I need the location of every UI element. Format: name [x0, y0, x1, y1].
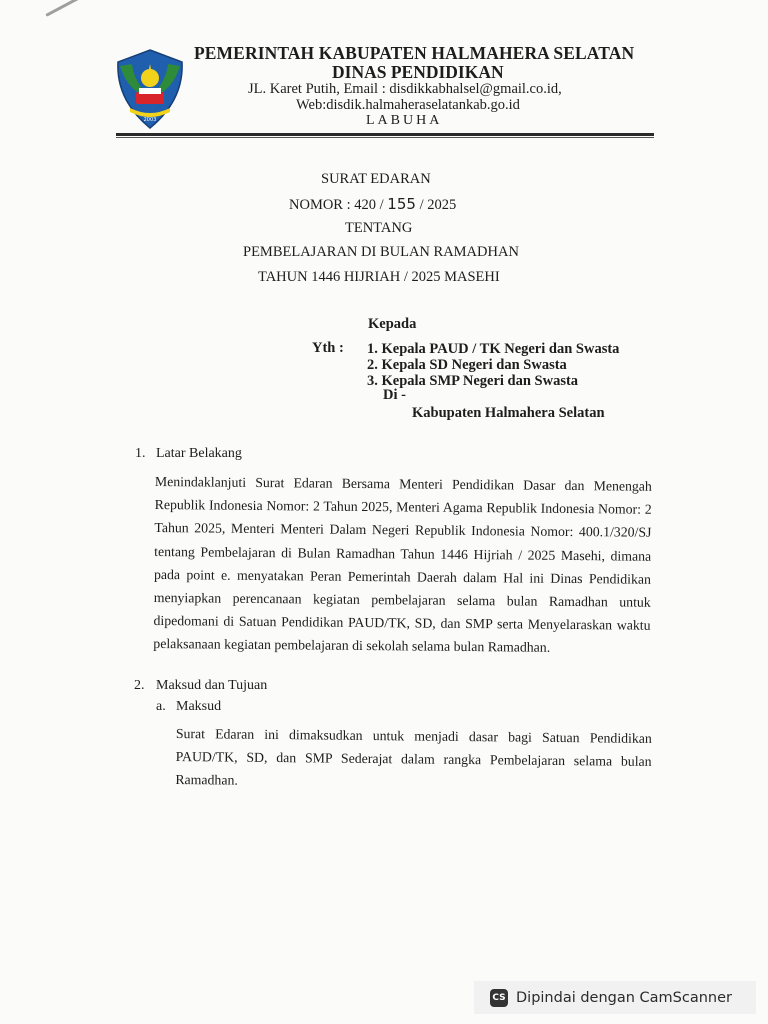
number-handwritten: 155 — [387, 195, 416, 213]
section-2-number: 2. — [134, 678, 145, 693]
recipient-item: 1. Kepala PAUD / TK Negeri dan Swasta — [367, 341, 620, 357]
logo-year: 2003 — [143, 117, 157, 123]
document-type: SURAT EDARAN — [321, 171, 431, 187]
subject-line-1: PEMBELAJARAN DI BULAN RAMADHAN — [243, 244, 519, 260]
recipient-place: Kabupaten Halmahera Selatan — [412, 405, 605, 421]
regency-emblem-logo — [114, 48, 186, 130]
letterhead-government: PEMERINTAH KABUPATEN HALMAHERA SELATAN — [194, 43, 635, 63]
letterhead-website: Web:disdik.halmaheraselatankab.go.id — [296, 97, 520, 113]
recipient-item: 3. Kepala SMP Negeri dan Swasta — [367, 373, 579, 389]
kepada-label: Kepada — [368, 316, 417, 332]
letterhead-rule-thin — [116, 137, 654, 138]
letterhead-rule-thick — [116, 133, 654, 136]
letterhead-city: LABUHA — [366, 113, 443, 128]
section-1-body: Menindaklanjuti Surat Edaran Bersama Menteri Pendidikan Dasar dan Menengah Republik Indonesia Nomor: 2 Tahun 2025, Menteri Agama Republik Indonesia Nomor: 2 Tahun 2025, Menteri Menteri Dalam Negeri Republik Indonesia Nomor: 400.1/320/SJ tentang Pembelajaran di Bulan Ramadhan Tahun 1446 Hijriah / 2025 Masehi, dimana pada point e. menyatakan Peran Pemerintah Daerah dalam Hal ini Dinas Pendidikan menyiapkan perencanaan kegiatan pembelajaran selama bulan Ramadhan untuk dipedomani di Satuan Pendidikan PAUD/TK, SD, dan SMP serta Menyelaraskan waktu pelaksanaan kegiatan pembelajaran di sekolah selama bulan Ramadhan. — [153, 473, 652, 656]
number-suffix: / 2025 — [419, 197, 457, 213]
letterhead-department: DINAS PENDIDIKAN — [332, 62, 504, 82]
camscanner-watermark — [474, 981, 756, 1014]
camscanner-text: Dipindai dengan CamScanner — [516, 989, 733, 1006]
yth-label: Yth : — [312, 340, 344, 356]
number-prefix: NOMOR : 420 / — [289, 197, 384, 213]
recipient-item: 2. Kepala SD Negeri dan Swasta — [367, 357, 567, 373]
di-label: Di - — [383, 387, 406, 403]
document-number — [289, 195, 456, 214]
letterhead-address: JL. Karet Putih, Email : disdikkabhalsel@gmail.co.id, — [248, 81, 562, 97]
section-1-heading: Latar Belakang — [156, 446, 242, 461]
section-1-number: 1. — [135, 446, 146, 461]
section-2-heading: Maksud dan Tujuan — [156, 678, 268, 693]
about-label: TENTANG — [345, 220, 413, 236]
section-2a-body: Surat Edaran ini dimaksudkan untuk menjadi dasar bagi Satuan Pendidikan PAUD/TK, SD, dan SMP Sederajat dalam rangka Pembelajaran selama bulan Ramadhan. — [175, 725, 652, 789]
camscanner-icon: CS — [490, 989, 508, 1007]
section-2a-number: a. — [156, 699, 166, 714]
section-2a-heading: Maksud — [176, 699, 222, 714]
subject-line-2: TAHUN 1446 HIJRIAH / 2025 MASEHI — [258, 269, 500, 285]
pen-mark — [45, 0, 83, 17]
